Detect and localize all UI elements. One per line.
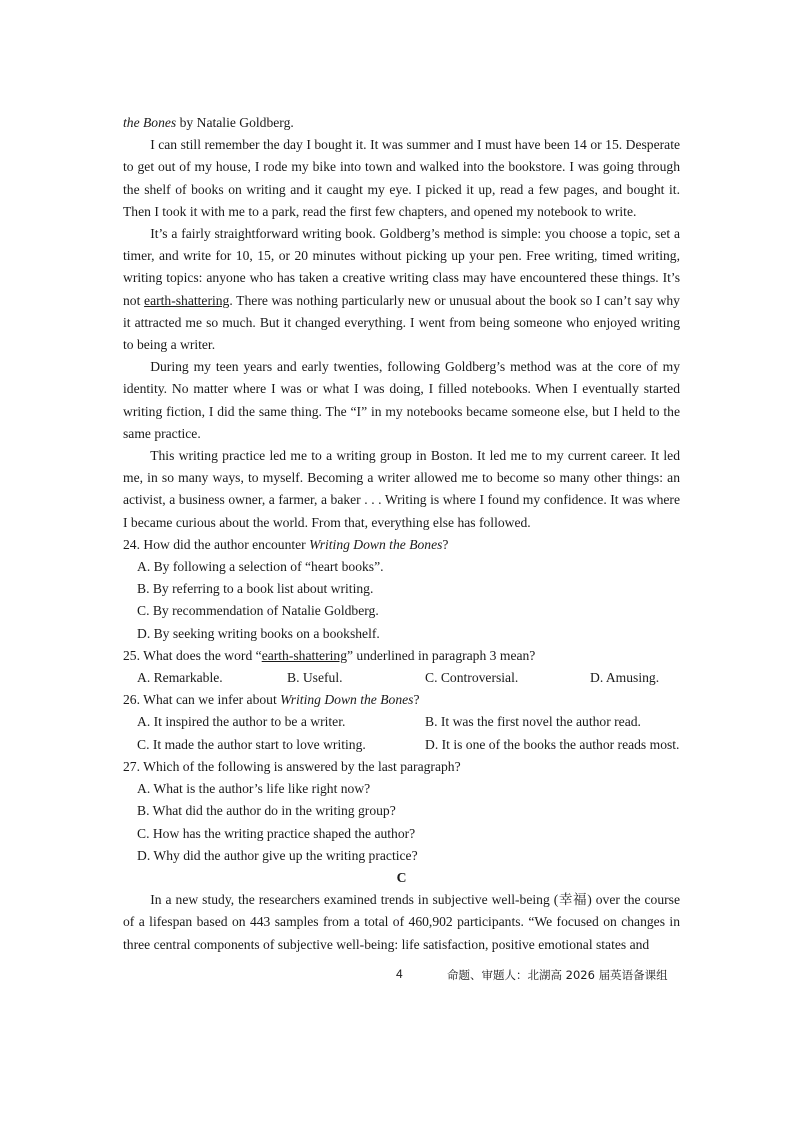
paragraph-4: This writing practice led me to a writing group in Boston. It led me to my current career. It led me, in so many ways, to myself. Becoming a writer allowed me to become so many other things: an activist, a business owner, a farmer, a baker . . . Writing is where I found my confidence. It was where I became curious about the world. From that, everything else has followed. xyxy=(123,448,680,530)
question-24-option-b: B. By referring to a book list about writing. xyxy=(137,581,374,597)
underlined-word: earth-shattering xyxy=(144,292,230,308)
intro-rest: by Natalie Goldberg. xyxy=(176,115,294,130)
question-25-stem xyxy=(123,645,680,667)
section-c-paragraph-1: In a new study, the researchers examined trends in subjective well-being (幸福) over the course of a lifespan based on 443 samples from a total of 460,902 participants. “We focused on changes in three central components of subjective well-being: life satisfaction, positive emotional states and xyxy=(123,892,680,952)
question-25-options xyxy=(123,667,680,689)
question-25-option-b: B. Useful. xyxy=(287,670,343,686)
q25-stem-after: ” underlined in paragraph 3 mean? xyxy=(347,647,536,663)
question-27-option-a: A. What is the author’s life like right now? xyxy=(137,781,371,797)
question-26-options-row-2 xyxy=(123,734,680,756)
question-24-option-d: D. By seeking writing books on a bookshelf. xyxy=(137,625,380,641)
paragraph-1: I can still remember the day I bought it. It was summer and I must have been 14 or 15. Desperate to get out of my house, I rode my bike into town and walked into the bookstore. I was going through the shelf of books on writing and it caught my eye. I picked it up, read a few pages, and bought it. Then I took it with me to a park, read the first few chapters, and opened my notebook to write. xyxy=(123,137,680,219)
book-title-fragment: the Bones xyxy=(123,115,177,130)
question-24-option-a: A. By following a selection of “heart books”. xyxy=(137,559,384,575)
q24-stem-before: 24. How did the author encounter xyxy=(123,536,310,552)
question-24-option-c: C. By recommendation of Natalie Goldberg. xyxy=(137,603,379,619)
q26-stem-after: ? xyxy=(413,692,420,708)
q25-stem-before: 25. What does the word “ xyxy=(123,647,262,663)
question-24-stem xyxy=(123,534,680,556)
section-c-heading: C xyxy=(396,869,407,885)
question-27-option-b: B. What did the author do in the writing group? xyxy=(137,803,396,819)
question-27-stem: 27. Which of the following is answered by the last paragraph? xyxy=(123,758,461,774)
q26-stem-before: 26. What can we infer about xyxy=(123,692,281,708)
page-number: 4 xyxy=(396,967,403,981)
question-27-option-d: D. Why did the author give up the writing practice? xyxy=(137,847,418,863)
question-25-option-c: C. Controversial. xyxy=(425,670,519,686)
page-body xyxy=(123,112,680,956)
q26-book-title: Writing Down the Bones xyxy=(280,692,414,708)
paragraph-3: During my teen years and early twenties, following Goldberg’s method was at the core of my identity. No matter where I was or what I was doing, I filled notebooks. When I eventually started writing fiction, I did the same thing. The “I” in my notebooks became someone else, but I held to the same practice. xyxy=(123,359,680,441)
question-26-option-a: A. It inspired the author to be a writer. xyxy=(137,714,346,730)
q24-stem-after: ? xyxy=(442,536,449,552)
paragraph-2-text-after: . There was nothing particularly new or unusual about the book so I can’t say why it attracted me so much. But it changed everything. I went from being someone who enjoyed writing to being a writer. xyxy=(123,292,680,353)
question-25-option-a: A. Remarkable. xyxy=(137,670,223,686)
q25-underlined-word: earth-shattering xyxy=(261,647,347,663)
passage-intro-line xyxy=(123,112,680,134)
question-26-option-b: B. It was the first novel the author read. xyxy=(425,714,641,730)
footer-credit: 命题、审题人：北湖高 2026 届英语备课组 xyxy=(447,968,668,982)
question-26-options-row-1 xyxy=(123,711,680,733)
paragraph-2-text-before: It’s a fairly straightforward writing book. Goldberg’s method is simple: you choose a topic, set a timer, and write for 10, 15, or 20 minutes without picking up your pen. Free writing, timed writing, writing topics: anyone who has taken a creative writing class may have encountered these things. It’s not xyxy=(123,226,680,308)
question-26-option-c: C. It made the author start to love writing. xyxy=(137,736,366,752)
question-26-option-d: D. It is one of the books the author reads most. xyxy=(425,736,680,752)
question-26-stem xyxy=(123,689,680,711)
question-25-option-d: D. Amusing. xyxy=(590,670,660,686)
q24-book-title: Writing Down the Bones xyxy=(309,536,443,552)
question-27-option-c: C. How has the writing practice shaped the author? xyxy=(137,825,416,841)
paragraph-2 xyxy=(123,223,680,356)
